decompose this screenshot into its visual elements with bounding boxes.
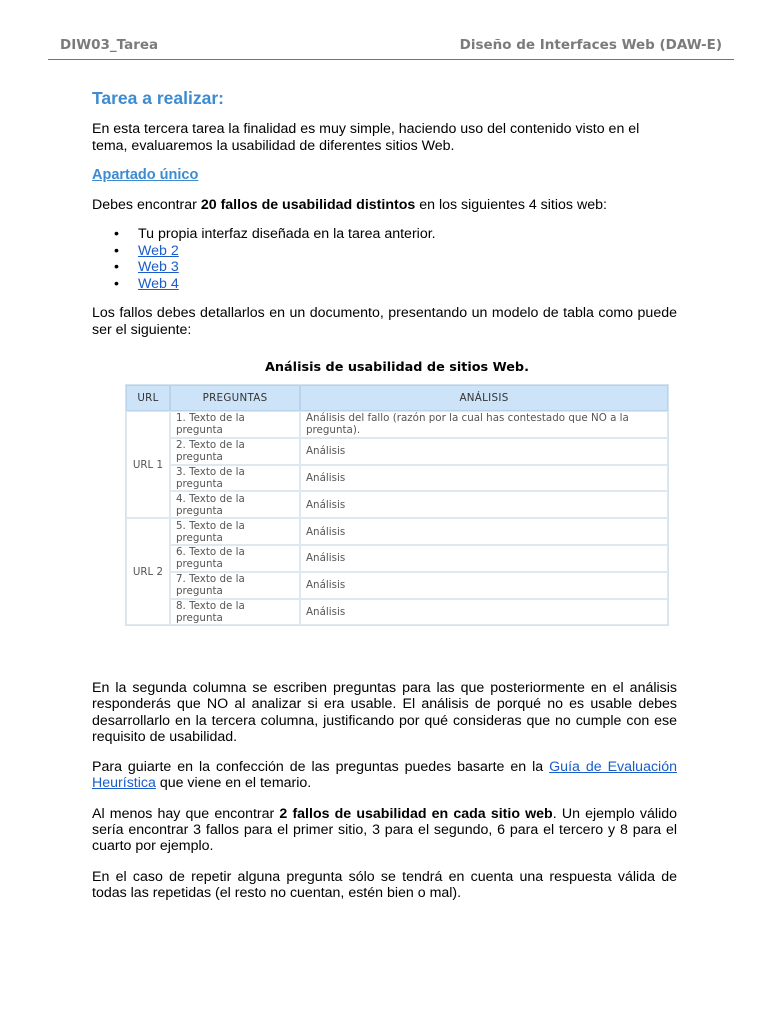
question-cell: 4. Texto de la pregunta [170,491,300,518]
document-code: DIW03_Tarea [60,37,159,53]
minimum-text-before: Al menos hay que encontrar [92,805,280,822]
sites-list [92,226,677,292]
question-cell: 3. Texto de la pregunta [170,465,300,492]
instructions-paragraph [92,197,677,214]
repeat-paragraph: En el caso de repetir alguna pregunta sólo se tendrá en cuenta una respuesta válida de todas las repetidas (el resto no cuentan, estén bien o mal). [92,868,677,901]
subsection-heading: Apartado único [92,167,199,183]
table-row [126,438,668,465]
minimum-bold: 2 fallos de usabilidad en cada sitio web [279,805,553,822]
table-header-row [126,385,668,411]
table-row [126,599,668,626]
table-row [126,572,668,599]
instructions-text-after: en los siguientes 4 sitios web: [415,196,607,213]
analysis-cell: Análisis [300,491,668,518]
url-cell: URL 2 [126,518,170,625]
explanation-section [92,680,677,915]
site-own-interface: Tu propia interfaz diseñada en la tarea anterior. [138,226,436,242]
list-item [92,243,677,260]
list-item [92,226,677,243]
table-figure [124,360,670,626]
usability-table [125,384,669,626]
guide-paragraph [92,759,677,792]
course-name: Diseño de Interfaces Web (DAW-E) [459,37,722,53]
list-item [92,276,677,293]
analysis-cell: Análisis [300,518,668,545]
table-row [126,518,668,545]
header-analysis: ANÁLISIS [300,385,668,411]
table-title: Análisis de usabilidad de sitios Web. [265,360,529,375]
task-section [92,88,677,351]
section-title: Tarea a realizar: [92,88,224,108]
page-header [48,30,734,60]
instructions-bold: 20 fallos de usabilidad distintos [200,196,416,213]
columns-paragraph: En la segunda columna se escriben preguntas para las que posteriormente en el análisis responderás que NO al analizar si era usable. El análisis de porqué no es usable debes desarrollarlo en la tercera columna, justificando por qué consideras que no cumple con ese requisito de usabilidad. [92,680,677,745]
minimum-text-after: . Un ejemplo válido sería encontrar 3 fallos para el primer sitio, 3 para el segundo, 6 para el tercero y 8 para el cuarto por ejemplo. [92,805,677,855]
url-cell: URL 1 [126,411,170,518]
analysis-cell: Análisis [300,599,668,626]
link-web-2[interactable]: Web 2 [138,242,179,259]
header-questions: PREGUNTAS [170,385,300,411]
analysis-cell: Análisis [300,465,668,492]
analysis-cell: Análisis del fallo (razón por la cual has contestado que NO a la pregunta). [300,411,668,438]
table-row [126,545,668,572]
question-cell: 1. Texto de la pregunta [170,411,300,438]
table-row [126,411,668,438]
analysis-cell: Análisis [300,545,668,572]
table-row [126,465,668,492]
intro-paragraph: En esta tercera tarea la finalidad es muy simple, haciendo uso del contenido visto en el tema, evaluaremos la usabilidad de diferentes sitios Web. [92,121,640,154]
instructions-text-before: Debes encontrar [92,196,201,213]
question-cell: 7. Texto de la pregunta [170,572,300,599]
guide-link[interactable]: Guía de Evaluación Heurística [92,759,677,792]
guide-text-after: que viene en el temario. [155,775,312,792]
table-intro-paragraph: Los fallos debes detallarlos en un documento, presentando un modelo de tabla como puede ser el siguiente: [92,305,677,338]
table-row [126,491,668,518]
guide-text-before: Para guiarte en la confección de las preguntas puedes basarte en la [92,759,550,776]
question-cell: 8. Texto de la pregunta [170,599,300,626]
analysis-cell: Análisis [300,438,668,465]
question-cell: 6. Texto de la pregunta [170,545,300,572]
header-url: URL [126,385,170,411]
list-item [92,259,677,276]
question-cell: 2. Texto de la pregunta [170,438,300,465]
question-cell: 5. Texto de la pregunta [170,518,300,545]
link-web-3[interactable]: Web 3 [138,259,179,275]
analysis-cell: Análisis [300,572,668,599]
link-web-4[interactable]: Web 4 [138,275,179,292]
minimum-paragraph [92,806,677,855]
